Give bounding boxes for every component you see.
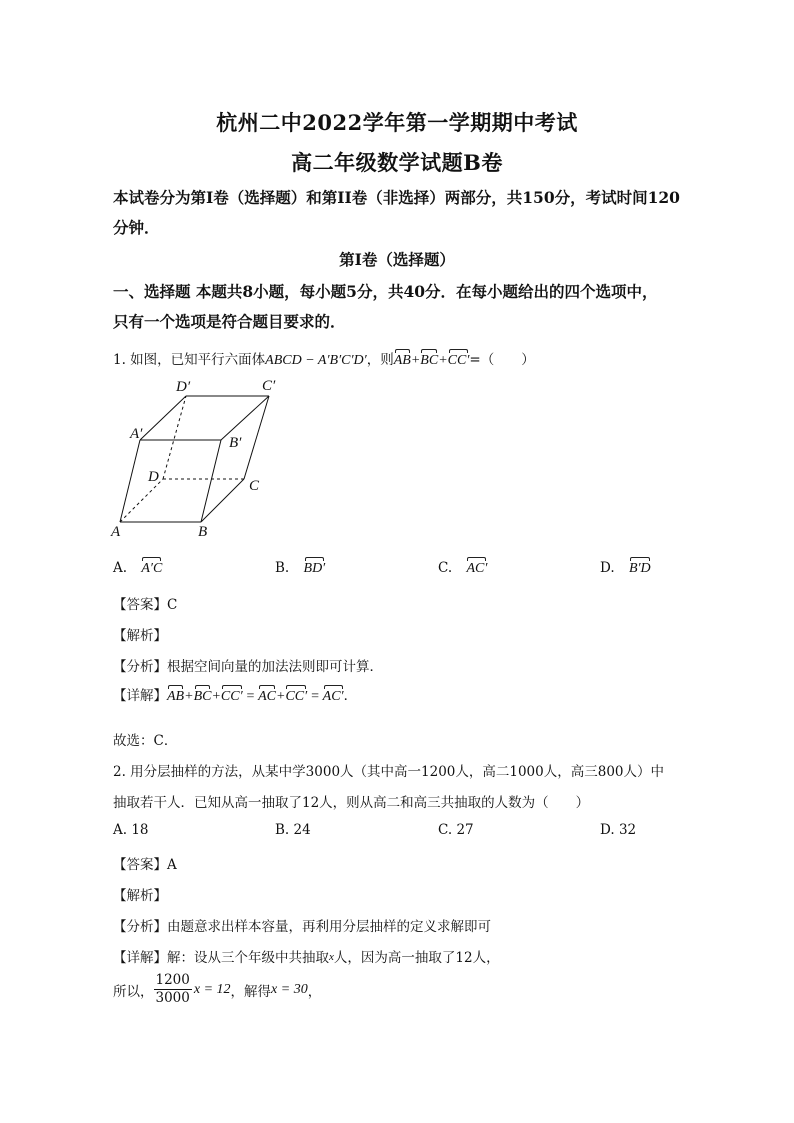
q2-option-b-value: 24 (293, 822, 311, 838)
exam-subtitle: 高二年级数学试题B卷 (291, 150, 503, 175)
q1-detail-v2: BC (194, 684, 212, 705)
q2-suoyi: 所以， (113, 983, 154, 1000)
q1-detail-eq-2: = (310, 689, 320, 704)
vertex-label-c: C (249, 478, 260, 494)
exam-title: 杭州二中2022学年第一学期期中考试 (216, 110, 578, 135)
q1-option-c[interactable] (438, 556, 487, 577)
q1-detail-label: 【详解】 (113, 688, 167, 704)
vertex-label-b1: B′ (229, 435, 242, 451)
q1-stem-prefix: 1. 如图，已知平行六面体 (113, 352, 266, 368)
q1-detail-eq-1: = (245, 689, 256, 704)
q1-detail-plus-3: + (276, 689, 286, 704)
q1-solid-name: ABCD − A′B′C′D′ (265, 353, 367, 368)
q1-detail-v3: CC′ (221, 684, 243, 705)
q1-detail-v1: AB (167, 684, 184, 705)
q1-option-d-vector: B′D (629, 556, 651, 577)
edge-cc1 (244, 396, 269, 479)
q1-equals-blank: =（ ） (469, 352, 535, 368)
vertex-label-b: B (198, 524, 208, 540)
parallelepiped-figure (108, 375, 278, 540)
q2-option-d-letter: D. (600, 822, 615, 838)
q1-answer-value: C (167, 597, 178, 613)
q1-detail-end: ． (343, 688, 358, 704)
q1-fenxi (113, 655, 383, 675)
q2-option-c-letter: C. (438, 822, 453, 838)
q2-option-b-letter: B. (275, 822, 290, 838)
q2-option-a[interactable] (113, 822, 149, 838)
intro-line-2: 分钟． (113, 218, 160, 237)
q2-equation-2: x = 30 (271, 981, 308, 997)
q2-fenxi-text: 由题意求出样本容量，再利用分层抽样的定义求解即可 (167, 919, 491, 935)
q1-option-a-letter: A. (113, 560, 128, 576)
q1-detail-plus-1: + (184, 689, 194, 704)
q2-detail-b: 人，因为高一抽取了12人， (333, 950, 500, 966)
edge-dd1-hidden (163, 396, 186, 479)
q2-answer-value: A (167, 857, 177, 873)
question-1-stem (113, 348, 535, 369)
q1-vector-ab: AB (394, 348, 411, 369)
section-instructions-2: 只有一个选项是符合题目要求的． (113, 312, 346, 331)
q2-option-b[interactable] (275, 822, 311, 838)
vertex-label-d1: D′ (176, 379, 191, 395)
q1-option-d-letter: D. (600, 560, 615, 576)
q2-option-d-value: 32 (618, 822, 637, 838)
q1-option-b-letter: B. (275, 560, 290, 576)
edge-bb1 (201, 440, 221, 522)
edge-bc (201, 479, 244, 522)
q1-vector-bc: BC (420, 348, 438, 369)
q2-fraction-numerator: 1200 (155, 972, 190, 988)
q1-option-a[interactable] (113, 556, 162, 577)
q1-detail-v4: AC (258, 684, 276, 705)
q2-option-a-value: 18 (131, 822, 149, 838)
q1-plus-1: + (410, 353, 421, 368)
vertex-label-a: A (111, 524, 121, 540)
q2-option-c[interactable] (438, 822, 474, 838)
q1-option-c-vector: AC′ (466, 556, 487, 577)
q2-detail (113, 946, 500, 966)
q1-stem-mid: ，则 (366, 352, 394, 368)
q2-var-x: x (329, 951, 334, 963)
q1-conclusion: 故选：C． (113, 733, 178, 749)
q1-option-a-vector: A′C (141, 556, 162, 577)
q2-option-d[interactable] (600, 822, 636, 838)
q1-option-d[interactable] (600, 556, 651, 577)
question-2-stem-line-1: 2. 用分层抽样的方法，从某中学3000人（其中高一1200人，高二1000人，高三800人）中 (113, 764, 665, 780)
q2-fenxi (113, 915, 491, 935)
q1-plus-2: + (438, 353, 448, 368)
q1-vector-cc1: CC′ (448, 348, 470, 369)
q1-answer (113, 593, 177, 613)
q2-option-a-letter: A. (113, 822, 128, 838)
edge-d1a1 (140, 396, 186, 440)
edge-ad-hidden (120, 479, 163, 522)
q2-fraction-denominator: 3000 (155, 990, 190, 1006)
edge-b1c1 (221, 396, 269, 440)
q2-answer-label: 【答案】 (113, 857, 167, 873)
q2-jiede: ，解得 (230, 983, 272, 1000)
q2-equation-1: x = 12 (193, 981, 231, 997)
q1-fenxi-label: 【分析】 (113, 659, 167, 675)
vertex-label-d: D (148, 469, 159, 485)
section-title: 第I卷（选择题） (339, 250, 455, 269)
q2-equation-line (113, 972, 321, 1007)
q2-tail: ， (307, 983, 322, 1000)
q2-detail-label: 【详解】 (113, 950, 167, 966)
q2-analysis-label: 【解析】 (113, 888, 167, 904)
q1-detail-plus-2: + (211, 689, 221, 704)
section-instructions-1: 一、选择题 本题共8小题，每小题5分，共40分．在每小题给出的四个选项中， (113, 282, 658, 301)
question-2-stem-line-2: 抽取若干人．已知从高一抽取了12人，则从高二和高三共抽取的人数为（ ） (113, 795, 590, 811)
q1-analysis-label: 【解析】 (113, 628, 167, 644)
q1-option-c-letter: C. (438, 560, 453, 576)
intro-line-1: 本试卷分为第I卷（选择题）和第II卷（非选择）两部分，共150分，考试时间120 (113, 188, 680, 207)
q1-option-b[interactable] (275, 556, 325, 577)
q1-option-b-vector: BD′ (304, 556, 326, 577)
vertex-label-a1: A′ (130, 426, 143, 442)
q2-fraction (154, 972, 192, 1007)
q1-fenxi-text: 根据空间向量的加法法则即可计算． (167, 659, 383, 675)
q1-detail (113, 684, 357, 705)
q2-fenxi-label: 【分析】 (113, 919, 167, 935)
edge-aa1 (120, 440, 140, 522)
q2-option-c-value: 27 (456, 822, 474, 838)
q1-detail-v6: AC′ (323, 684, 344, 705)
q1-answer-label: 【答案】 (113, 597, 167, 613)
q2-detail-a: 解：设从三个年级中共抽取 (167, 950, 329, 966)
q2-answer (113, 853, 177, 873)
vertex-label-c1: C′ (262, 378, 276, 394)
q1-detail-v5: CC′ (285, 684, 307, 705)
